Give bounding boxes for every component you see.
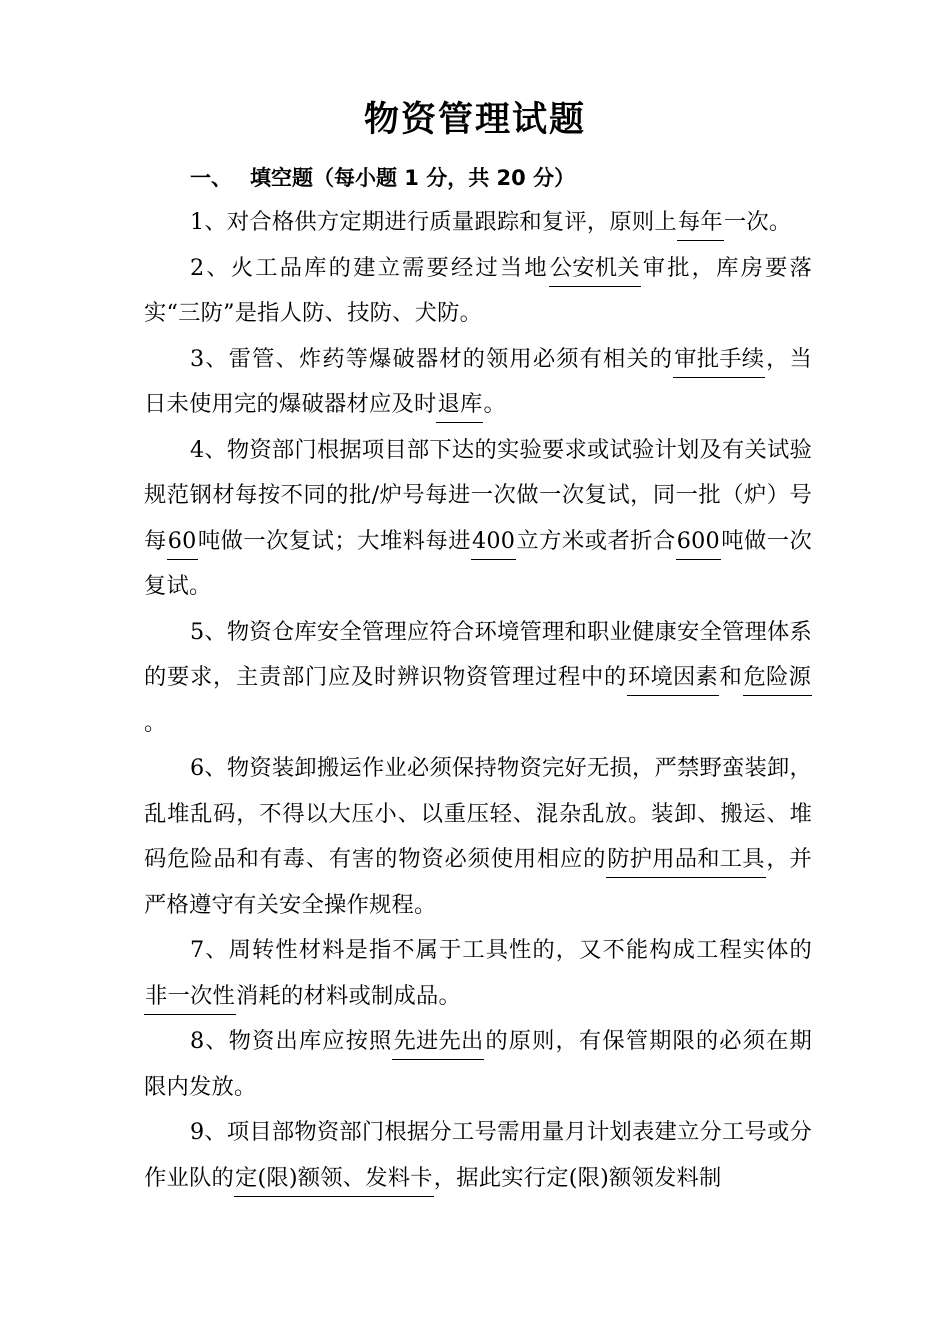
- question-text: 8、物资出库应按照: [190, 1028, 393, 1054]
- question-text: ，并严格遵守有关安全操作规程。: [144, 846, 812, 918]
- answer-blank: 先进先出: [392, 1024, 484, 1060]
- question-text: 吨做一次复试。: [144, 527, 812, 599]
- question-text: 5、物资仓库安全管理应符合环境管理和职业健康安全管理体系的要求，主责部门应及时辨识物资管理过程中的: [144, 618, 812, 690]
- question-item: [144, 928, 812, 1019]
- question-text: 4、物资部门根据项目部下达的实验要求或试验计划及有关试验规范钢材每按不同的批/炉号每进一次做一次复试，同一批（炉）号每: [144, 436, 812, 554]
- question-text: 审批，库房要落实“三防”是指人防、技防、犬防。: [144, 254, 812, 326]
- question-text: 1、对合格供方定期进行质量跟踪和复评，原则上: [190, 209, 677, 235]
- answer-blank: 定(限)额领、发料卡: [234, 1161, 434, 1197]
- question-item: [144, 428, 812, 610]
- question-text: 。: [483, 391, 506, 417]
- question-text: 一次。: [723, 209, 792, 235]
- section-number: 一、: [190, 166, 232, 190]
- answer-blank: 60: [167, 524, 198, 560]
- question-item: [144, 200, 812, 246]
- question-text: 和: [719, 664, 743, 690]
- question-text: 6、物资装卸搬运作业必须保持物资完好无损，严禁野蛮装卸，乱堆乱码，不得以大压小、以重压轻、混杂乱放。装卸、搬运、堆码危险品和有毒、有害的物资必须使用相应的: [144, 755, 812, 872]
- answer-blank: 退库: [436, 387, 483, 423]
- question-text: 。: [144, 709, 167, 736]
- question-text: 2、火工品库的建立需要经过当地: [190, 254, 549, 281]
- question-item: [144, 246, 812, 337]
- question-item: [144, 1019, 812, 1110]
- question-text: ，当日未使用完的爆破器材应及时: [144, 345, 812, 417]
- question-text: 吨做一次复试；大堆料每进: [197, 527, 471, 554]
- question-item: [144, 746, 812, 928]
- answer-blank: 危险源: [743, 660, 813, 696]
- page-title: 物资管理试题: [363, 100, 586, 140]
- question-text: 的原则，有保管期限的必须在期限内发放。: [144, 1028, 812, 1100]
- question-text: 消耗的材料或制成品。: [236, 982, 461, 1009]
- answer-blank: 防护用品和工具: [606, 842, 765, 878]
- question-text: ，据此实行定(限)额领发料制: [433, 1164, 722, 1191]
- question-item: [144, 337, 812, 428]
- answer-blank: 600: [676, 524, 721, 560]
- answer-blank: 非一次性: [144, 979, 236, 1015]
- answer-blank: 审批手续: [673, 342, 765, 378]
- answer-blank: 环境因素: [627, 660, 719, 696]
- section-title: 填空题（每小题 1 分，共 20 分）: [250, 166, 576, 190]
- section-heading: [190, 162, 575, 192]
- answer-blank: 400: [471, 524, 516, 560]
- question-text: 立方米或者折合: [516, 527, 676, 554]
- question-item: [144, 610, 812, 747]
- answer-blank: 公安机关: [549, 251, 641, 287]
- answer-blank: 每年: [677, 205, 724, 241]
- question-item: [144, 1110, 812, 1201]
- question-text: 3、雷管、炸药等爆破器材的领用必须有相关的: [190, 345, 674, 372]
- question-text: 9、项目部物资部门根据分工号需用量月计划表建立分工号或分作业队的: [144, 1119, 812, 1191]
- question-list: [144, 200, 812, 1201]
- question-text: 7、周转性材料是指不属于工具性的，又不能构成工程实体的: [190, 937, 812, 963]
